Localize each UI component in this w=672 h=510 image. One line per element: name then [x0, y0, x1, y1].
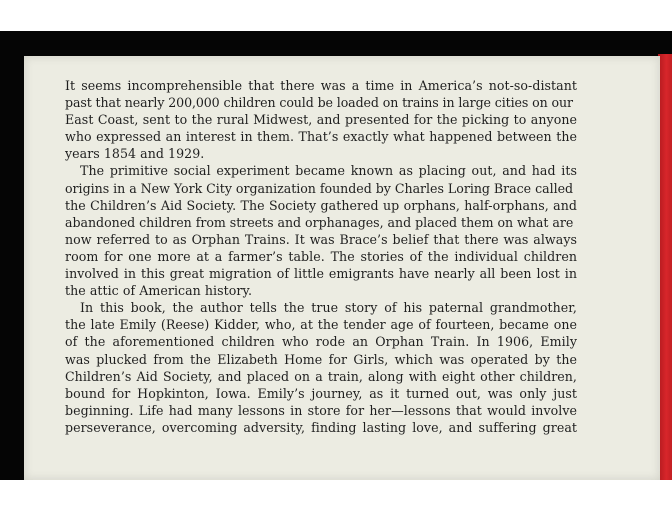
text-line: the late Emily (Reese) Kidder, who, at the tender age of fourteen, became one: [65, 317, 577, 333]
text-line: East Coast, sent to the rural Midwest, and presented for the picking to anyone: [65, 112, 577, 128]
text-line: now referred to as Orphan Trains. It was Brace’s belief that there was always: [65, 231, 577, 247]
blurb-text: [65, 77, 577, 436]
text-line: years 1854 and 1929.: [65, 146, 205, 162]
paragraph-1: [65, 77, 577, 162]
paragraph-3: [65, 299, 577, 436]
text-line: who expressed an interest in them. That’s exactly what happened between the: [65, 129, 577, 145]
text-line: bound for Hopkinton, Iowa. Emily’s journey, as it turned out, was only just: [65, 385, 577, 401]
text-line: origins in a New York City organization founded by Charles Loring Brace called: [65, 180, 574, 196]
text-line: was plucked from the Elizabeth Home for Girls, which was operated by the: [65, 351, 577, 367]
text-line: involved in this great migration of little emigrants have nearly all been lost in: [65, 266, 577, 282]
text-line: the attic of American history.: [65, 283, 253, 299]
text-line: the Children’s Aid Society. The Society gathered up orphans, half-orphans, and: [65, 197, 577, 213]
text-line: perseverance, overcoming adversity, finding lasting love, and suffering great: [65, 419, 577, 435]
paragraph-2: [65, 162, 577, 299]
red-book-spine-edge: [658, 54, 672, 480]
text-line: Children’s Aid Society, and placed on a train, along with eight other children,: [65, 368, 577, 384]
text-line: room for one more at a farmer’s table. The stories of the individual children: [65, 248, 577, 264]
text-line: abandoned children from streets and orphanages, and placed them on what are: [65, 214, 574, 230]
text-line: The primitive social experiment became known as placing out, and had its: [80, 163, 577, 179]
text-line: of the aforementioned children who rode an Orphan Train. In 1906, Emily: [65, 334, 577, 350]
text-line: In this book, the author tells the true story of his paternal grandmother,: [80, 300, 577, 316]
text-line: beginning. Life had many lessons in store for her—lessons that would involve: [65, 402, 577, 418]
text-line: It seems incomprehensible that there was a time in America’s not-so-distant: [65, 78, 577, 93]
text-line: past that nearly 200,000 children could be loaded on trains in large cities on our: [65, 95, 573, 111]
book-back-cover-page: [24, 56, 660, 480]
